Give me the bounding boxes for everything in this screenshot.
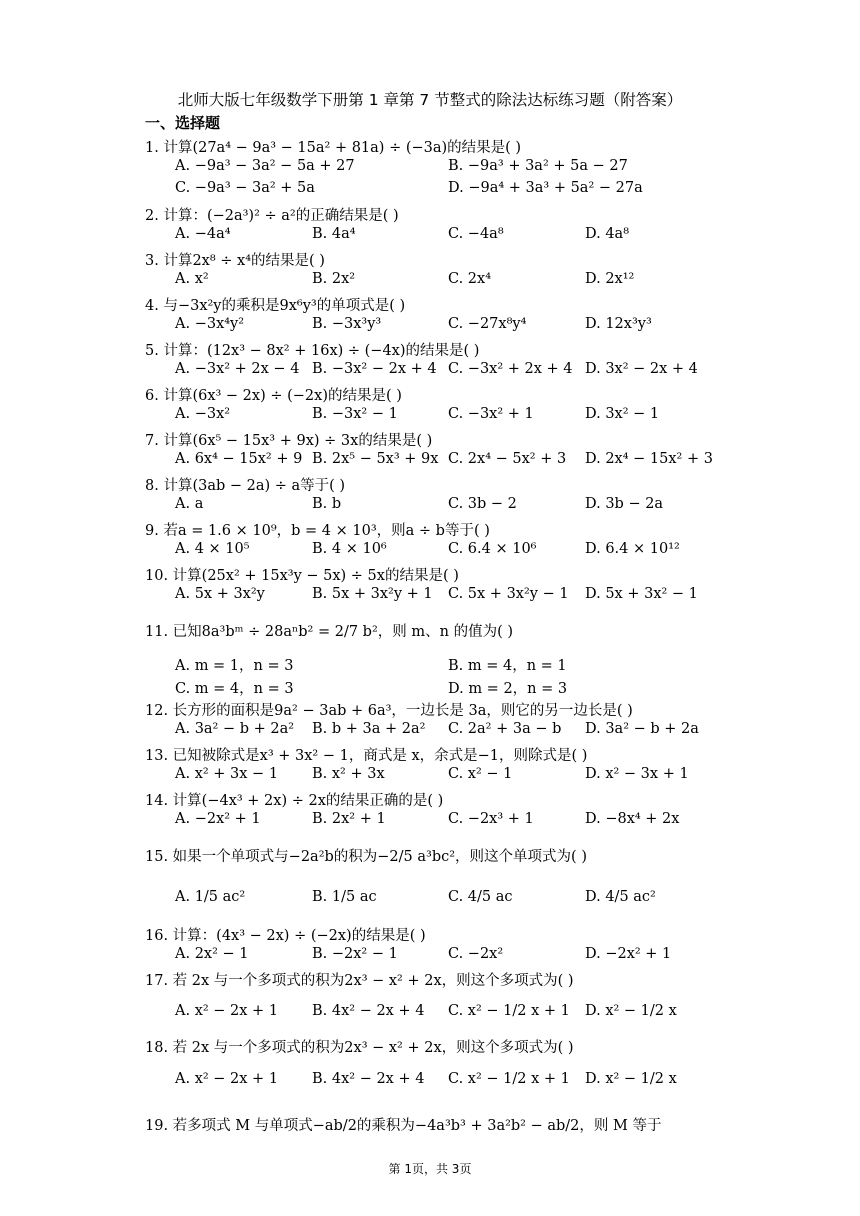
option-a[interactable]: A. 6x⁴ − 15x² + 9 xyxy=(175,451,303,467)
section-heading: 一、选择题 xyxy=(145,114,221,132)
question-options xyxy=(175,1071,735,1093)
option-b[interactable]: B. −3x² − 1 xyxy=(312,406,398,422)
option-b[interactable]: B. −3x² − 2x + 4 xyxy=(312,361,437,377)
question-stem: 10. 计算(25x² + 15x³y − 5x) ÷ 5x的结果是( ) xyxy=(145,568,459,584)
option-a[interactable]: A. −4a⁴ xyxy=(175,226,231,242)
option-d[interactable]: D. m = 2，n = 3 xyxy=(448,681,568,697)
option-d[interactable]: D. 12x³y³ xyxy=(585,316,652,332)
question-options xyxy=(175,586,735,608)
question-options xyxy=(175,496,735,518)
question-options xyxy=(175,946,735,968)
option-b[interactable]: B. b + 3a + 2a² xyxy=(312,721,426,737)
option-d[interactable]: D. 5x + 3x² − 1 xyxy=(585,586,698,602)
question-stem: 16. 计算：(4x³ − 2x) ÷ (−2x)的结果是( ) xyxy=(145,928,426,944)
option-a[interactable]: A. 3a² − b + 2a² xyxy=(175,721,295,737)
option-b[interactable]: B. 2x² + 1 xyxy=(312,811,386,827)
option-a[interactable]: A. 1/5 ac² xyxy=(175,889,246,905)
question-stem: 5. 计算：(12x³ − 8x² + 16x) ÷ (−4x)的结果是( ) xyxy=(145,343,480,359)
question-stem: 6. 计算(6x³ − 2x) ÷ (−2x)的结果是( ) xyxy=(145,388,402,404)
question-options xyxy=(175,451,735,473)
option-c[interactable]: C. 5x + 3x²y − 1 xyxy=(448,586,569,602)
option-c[interactable]: C. 3b − 2 xyxy=(448,496,517,512)
option-a[interactable]: A. −3x⁴y² xyxy=(175,316,245,332)
option-d[interactable]: D. x² − 1/2 x xyxy=(585,1071,677,1087)
option-a[interactable]: A. 5x + 3x²y xyxy=(175,586,265,602)
question-stem: 13. 已知被除式是x³ + 3x² − 1，商式是 x，余式是−1，则除式是( ) xyxy=(145,748,588,764)
question-options xyxy=(175,158,735,180)
option-c[interactable]: C. 4/5 ac xyxy=(448,889,513,905)
question-options xyxy=(175,541,735,563)
question-stem: 3. 计算2x⁸ ÷ x⁴的结果是( ) xyxy=(145,253,325,269)
option-c[interactable]: C. −27x⁸y⁴ xyxy=(448,316,527,332)
option-c[interactable]: C. −3x² + 2x + 4 xyxy=(448,361,573,377)
option-c[interactable]: C. 2x⁴ xyxy=(448,271,492,287)
option-c[interactable]: C. 6.4 × 10⁶ xyxy=(448,541,537,557)
option-b[interactable]: B. −9a³ + 3a² + 5a − 27 xyxy=(448,158,628,174)
option-b[interactable]: B. 5x + 3x²y + 1 xyxy=(312,586,433,602)
option-a[interactable]: A. x² + 3x − 1 xyxy=(175,766,279,782)
option-b[interactable]: B. −2x² − 1 xyxy=(312,946,398,962)
option-b[interactable]: B. m = 4，n = 1 xyxy=(448,658,567,674)
option-d[interactable]: D. 2x¹² xyxy=(585,271,635,287)
option-c[interactable]: C. 2a² + 3a − b xyxy=(448,721,562,737)
question-options xyxy=(175,406,735,428)
question-stem: 12. 长方形的面积是9a² − 3ab + 6a³，一边长是 3a，则它的另一边长是( ) xyxy=(145,703,633,719)
option-d[interactable]: D. −2x² + 1 xyxy=(585,946,672,962)
question-stem: 11. 已知8a³bᵐ ÷ 28aⁿb² = 2/7 b²，则 m、n 的值为( ) xyxy=(145,624,513,640)
question-stem: 8. 计算(3ab − 2a) ÷ a等于( ) xyxy=(145,478,346,494)
question-options xyxy=(175,226,735,248)
question-stem: 17. 若 2x 与一个多项式的积为2x³ − x² + 2x，则这个多项式为( ) xyxy=(145,973,574,989)
question-stem: 14. 计算(−4x³ + 2x) ÷ 2x的结果正确的是( ) xyxy=(145,793,444,809)
option-a[interactable]: A. x² − 2x + 1 xyxy=(175,1071,279,1087)
question-options xyxy=(175,889,735,911)
option-a[interactable]: A. m = 1，n = 3 xyxy=(175,658,294,674)
option-c[interactable]: C. x² − 1/2 x + 1 xyxy=(448,1003,570,1019)
option-a[interactable]: A. 2x² − 1 xyxy=(175,946,249,962)
option-b[interactable]: B. x² + 3x xyxy=(312,766,385,782)
option-b[interactable]: B. 4x² − 2x + 4 xyxy=(312,1003,425,1019)
option-c[interactable]: C. x² − 1 xyxy=(448,766,513,782)
option-d[interactable]: D. 4/5 ac² xyxy=(585,889,656,905)
question-options xyxy=(175,180,735,202)
option-d[interactable]: D. 3b − 2a xyxy=(585,496,664,512)
question-options xyxy=(175,811,735,833)
question-options xyxy=(175,1003,735,1025)
option-d[interactable]: D. x² − 3x + 1 xyxy=(585,766,689,782)
option-d[interactable]: D. 3x² − 2x + 4 xyxy=(585,361,698,377)
option-c[interactable]: C. 2x⁴ − 5x² + 3 xyxy=(448,451,567,467)
option-d[interactable]: D. 2x⁴ − 15x² + 3 xyxy=(585,451,713,467)
question-options xyxy=(175,271,735,293)
option-a[interactable]: A. a xyxy=(175,496,204,512)
option-d[interactable]: D. −9a⁴ + 3a³ + 5a² − 27a xyxy=(448,180,643,196)
option-b[interactable]: B. 4a⁴ xyxy=(312,226,356,242)
question-stem: 4. 与−3x²y的乘积是9x⁶y³的单项式是( ) xyxy=(145,298,406,314)
option-c[interactable]: C. −2x² xyxy=(448,946,504,962)
option-d[interactable]: D. 3a² − b + 2a xyxy=(585,721,699,737)
option-a[interactable]: A. x² − 2x + 1 xyxy=(175,1003,279,1019)
option-d[interactable]: D. 3x² − 1 xyxy=(585,406,660,422)
question-options xyxy=(175,677,735,699)
question-stem: 1. 计算(27a⁴ − 9a³ − 15a² + 81a) ÷ (−3a)的结果是( ) xyxy=(145,140,522,156)
option-b[interactable]: B. 2x⁵ − 5x³ + 9x xyxy=(312,451,439,467)
question-stem: 19. 若多项式 M 与单项式−ab/2的乘积为−4a³b³ + 3a²b² − ab/2，则 M 等于 xyxy=(145,1118,662,1134)
option-b[interactable]: B. 4 × 10⁶ xyxy=(312,541,387,557)
question-options xyxy=(175,316,735,338)
question-stem: 2. 计算：(−2a³)² ÷ a²的正确结果是( ) xyxy=(145,208,399,224)
question-stem: 18. 若 2x 与一个多项式的积为2x³ − x² + 2x，则这个多项式为( ) xyxy=(145,1040,574,1056)
option-b[interactable]: B. 2x² xyxy=(312,271,356,287)
document-title: 北师大版七年级数学下册第 1 章第 7 节整式的除法达标练习题（附答案） xyxy=(177,91,683,109)
option-a[interactable]: A. 4 × 10⁵ xyxy=(175,541,250,557)
question-stem: 7. 计算(6x⁵ − 15x³ + 9x) ÷ 3x的结果是( ) xyxy=(145,433,433,449)
option-d[interactable]: D. x² − 1/2 x xyxy=(585,1003,677,1019)
question-stem: 9. 若a = 1.6 × 10⁹，b = 4 × 10³，则a ÷ b等于( ) xyxy=(145,523,490,539)
option-b[interactable]: B. b xyxy=(312,496,342,512)
option-b[interactable]: B. 1/5 ac xyxy=(312,889,377,905)
option-c[interactable]: C. −9a³ − 3a² + 5a xyxy=(175,180,315,196)
option-a[interactable]: A. −9a³ − 3a² − 5a + 27 xyxy=(175,158,355,174)
option-b[interactable]: B. −3x³y³ xyxy=(312,316,382,332)
option-d[interactable]: D. 6.4 × 10¹² xyxy=(585,541,680,557)
question-options xyxy=(175,721,735,743)
option-c[interactable]: C. −4a⁸ xyxy=(448,226,504,242)
option-d[interactable]: D. 4a⁸ xyxy=(585,226,630,242)
question-options xyxy=(175,766,735,788)
question-stem: 15. 如果一个单项式与−2a²b的积为−2/5 a³bc²，则这个单项式为( ) xyxy=(145,849,587,865)
option-b[interactable]: B. 4x² − 2x + 4 xyxy=(312,1071,425,1087)
question-options xyxy=(175,654,735,676)
option-c[interactable]: C. −3x² + 1 xyxy=(448,406,534,422)
option-d[interactable]: D. −8x⁴ + 2x xyxy=(585,811,680,827)
option-a[interactable]: A. x² xyxy=(175,271,209,287)
option-a[interactable]: A. −3x² xyxy=(175,406,231,422)
option-a[interactable]: A. −2x² + 1 xyxy=(175,811,261,827)
option-c[interactable]: C. −2x³ + 1 xyxy=(448,811,534,827)
option-c[interactable]: C. x² − 1/2 x + 1 xyxy=(448,1071,570,1087)
option-a[interactable]: A. −3x² + 2x − 4 xyxy=(175,361,300,377)
page-footer: 第 1页，共 3页 xyxy=(388,1162,472,1176)
option-c[interactable]: C. m = 4，n = 3 xyxy=(175,681,294,697)
question-options xyxy=(175,361,735,383)
